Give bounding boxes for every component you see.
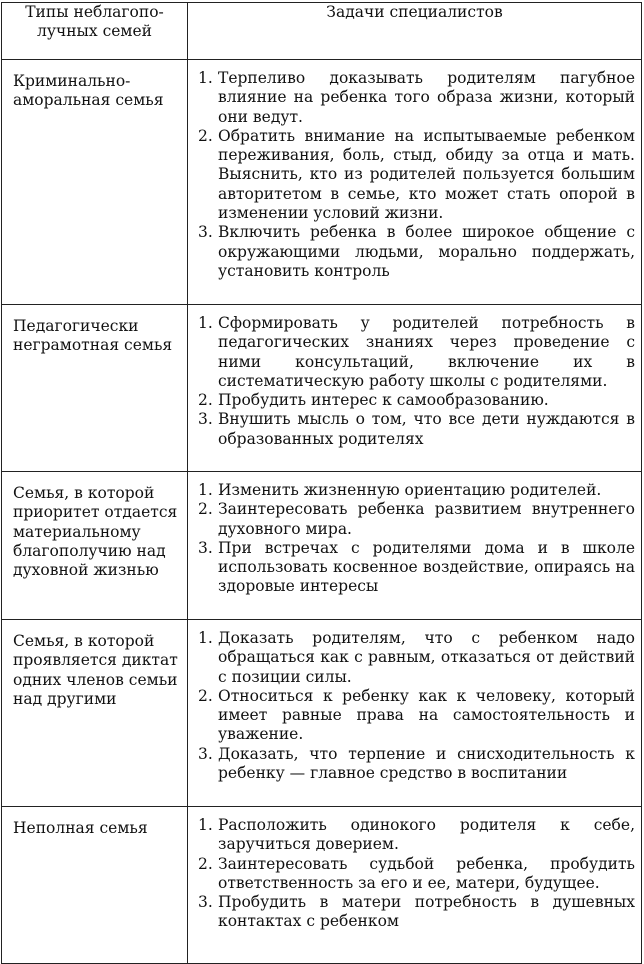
header-specialist-tasks: Задачи специалистов	[188, 3, 642, 60]
task-text: Доказать, что терпение и снисходительность к ребенку — главное средство в воспитании	[218, 744, 635, 783]
task-list	[198, 69, 635, 281]
task-item	[198, 687, 635, 745]
task-number: 1.	[198, 69, 213, 87]
task-text: Сформировать у родителей потребность в педагогических знаниях через проведение с ними консультаций, включение их в систематическую работу школы с родителями.	[218, 314, 635, 390]
task-number: 1.	[198, 481, 213, 499]
task-text: При встречах с родителями дома и в школе использовать косвенное воздействие, опираясь на здоровые интересы	[218, 538, 635, 596]
table-row	[2, 60, 642, 305]
task-number: 2.	[198, 500, 213, 519]
task-number: 1.	[198, 816, 213, 834]
header-family-types-line2: лучных семей	[37, 22, 152, 40]
task-text: Терпеливо доказывать родителям пагубное влияние на ребенка того образа жизни, который они ведут.	[218, 69, 635, 126]
tasks-cell	[188, 620, 642, 807]
task-text: Пробудить в матери потребность в душевных контактах с ребенком	[218, 893, 635, 931]
task-item	[198, 391, 635, 410]
task-list	[198, 481, 635, 597]
header-family-types	[2, 3, 188, 60]
task-number: 2.	[198, 391, 213, 410]
header-family-types-line1: Типы неблагопо-	[25, 3, 164, 21]
task-item	[198, 127, 635, 223]
family-type-cell: Семья, в которой проявляется диктат одних членов семьи над другими	[2, 620, 188, 807]
task-item	[198, 816, 635, 855]
task-list	[198, 816, 635, 932]
table-body	[2, 60, 642, 964]
task-text: Включить ребенка в более широкое общение с окружающими людьми, морально поддержать, установить контроль	[218, 223, 635, 280]
task-number: 1.	[198, 629, 213, 647]
task-number: 3.	[198, 893, 213, 912]
task-item	[198, 500, 635, 539]
task-number: 3.	[198, 223, 213, 242]
task-number: 3.	[198, 410, 213, 429]
tasks-cell	[188, 305, 642, 472]
task-text: Обратить внимание на испытываемые ребенком переживания, боль, стыд, обиду за отца и мать. Выяснить, кто из родителей пользуется большим авторитетом в семье, кто может стать опорой в изменении условий жизни.	[218, 126, 635, 223]
task-item	[198, 539, 635, 597]
task-item	[198, 314, 635, 391]
task-text: Пробудить интерес к самообразованию.	[218, 391, 549, 410]
task-item	[198, 410, 635, 449]
table-header	[2, 3, 642, 60]
tasks-cell	[188, 60, 642, 305]
task-number: 2.	[198, 854, 213, 873]
task-number: 2.	[198, 686, 213, 705]
table-row	[2, 620, 642, 807]
table-row	[2, 807, 642, 964]
task-number: 1.	[198, 314, 213, 332]
task-number: 3.	[198, 538, 213, 557]
family-type-cell: Педагогически неграмотная семья	[2, 305, 188, 472]
table-row	[2, 472, 642, 620]
family-types-table	[1, 2, 642, 964]
task-number: 3.	[198, 744, 213, 763]
task-text: Внушить мысль о том, что все дети нуждаются в образованных родителях	[218, 410, 635, 448]
task-number: 2.	[198, 126, 213, 145]
task-item	[198, 481, 635, 500]
task-text: Заинтересовать ребенка развитием внутреннего духовного мира.	[218, 500, 635, 538]
task-text: Доказать родителям, что с ребенком надо обращаться как с равным, отказаться от действий с позиции силы.	[218, 629, 635, 686]
task-item	[198, 855, 635, 894]
task-list	[198, 314, 635, 449]
task-text: Относиться к ребенку как к человеку, который имеет равные права на самостоятельность и уважение.	[218, 686, 635, 744]
task-item	[198, 745, 635, 784]
task-text: Расположить одинокого родителя к себе, заручиться доверием.	[218, 816, 635, 854]
family-type-cell: Семья, в которой приоритет отдается материальному благополучию над духовной жизнью	[2, 472, 188, 620]
table-row	[2, 305, 642, 472]
task-item	[198, 69, 635, 127]
task-item	[198, 629, 635, 687]
tasks-cell	[188, 472, 642, 620]
task-text: Заинтересовать судьбой ребенка, пробудить ответственность за его и ее, матери, будущее.	[218, 854, 635, 892]
task-list	[198, 629, 635, 783]
task-text: Изменить жизненную ориентацию родителей.	[218, 481, 602, 499]
task-item	[198, 223, 635, 281]
family-type-cell: Неполная семья	[2, 807, 188, 964]
family-type-cell: Криминально-аморальная семья	[2, 60, 188, 305]
tasks-cell	[188, 807, 642, 964]
task-item	[198, 893, 635, 932]
